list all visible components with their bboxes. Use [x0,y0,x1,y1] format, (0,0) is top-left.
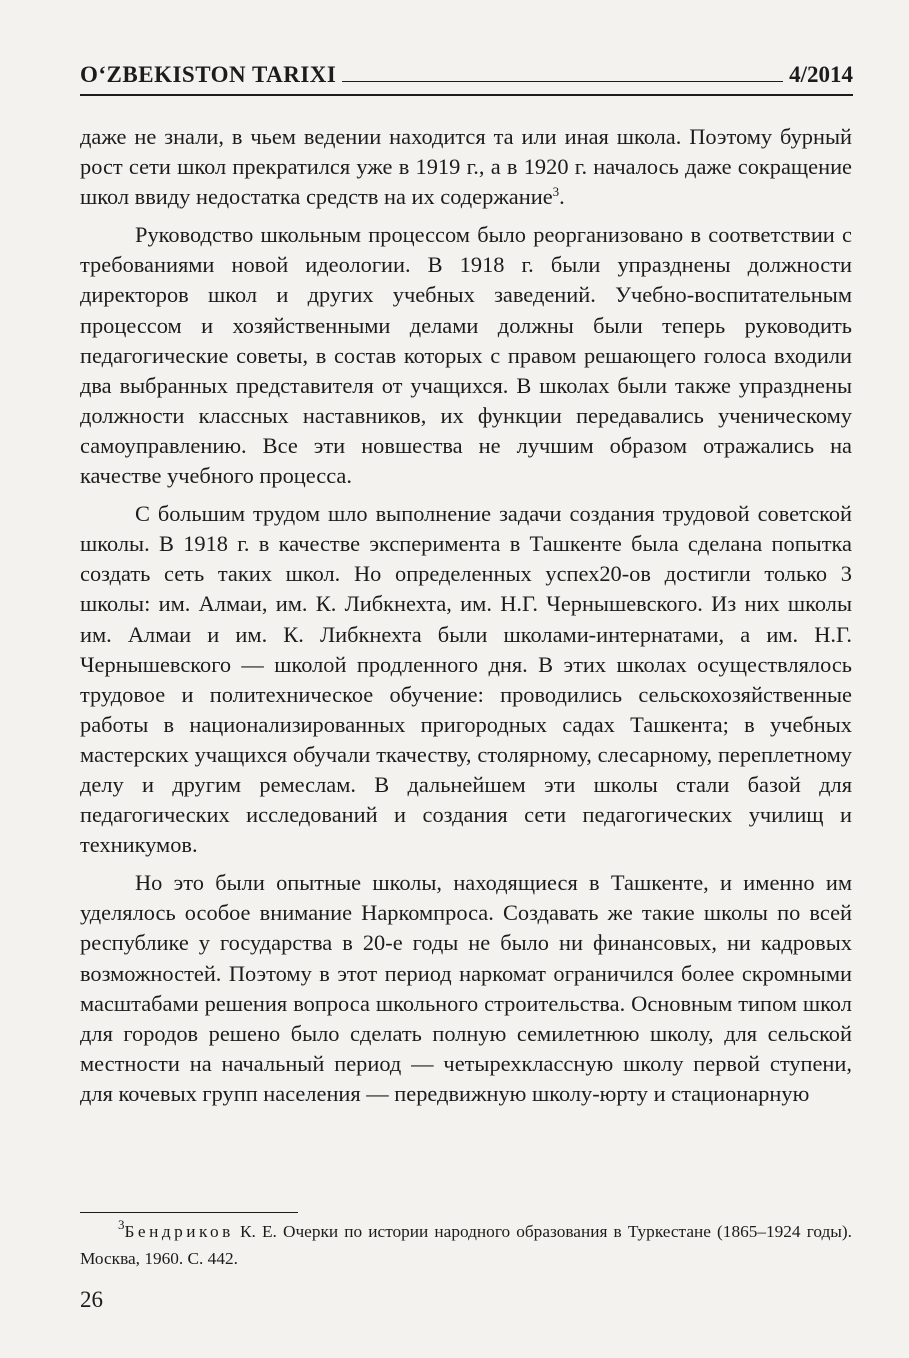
journal-title: O‘ZBEKISTON TARIXI [80,62,337,87]
page-number: 26 [80,1287,103,1312]
paragraph-3: С большим трудом шло выполнение задачи создания трудовой советской школы. В 1918 г. в качестве эксперимента в Ташкенте была сделана попытка создать сеть таких школ. Но определенных успех20-ов достигли только 3 школы: им. Алмаи, им. К. Либкнехта, им. Н.Г. Чернышевского. Из них школы им. Алмаи и им. К. Либкнехта были школами-интернатами, а им. Н.Г. Чернышевского — школой продленного дня. В этих школах осуществлялось трудовое и политехническое обучение: проводились сельскохозяйственные работы в национализированных пригородных садах Ташкента; в учебных мастерских учащихся обучали ткачеству, столярному, слесарному, переплетному делу и другим ремеслам. В дальнейшем эти школы стали базой для педагогических исследований и создания сети педагогических училищ и техникумов. [80,501,852,858]
footnote-ref[interactable]: 3 [552,184,560,200]
footnote-number: 3 [118,1217,125,1232]
footnote-author: Бендриков [124,1222,234,1241]
footnote [80,1218,852,1272]
paragraph-1: даже не знали, в чьем ведении находится та или иная школа. Поэтому бурный рост сети школ прекратился уже в 1919 г., а в 1920 г. началось даже сокращение школ ввиду недостатка средств на их содержание$^3$. [80,124,852,210]
footnote-separator [80,1212,298,1213]
running-header [80,62,853,88]
article-body [80,122,852,1109]
header-underline [80,94,853,96]
footnote-text: К. Е. Очерки по истории народного образования в Туркестане (1865–1924 годы). Москва, 1960. С. 442. [80,1222,852,1268]
paragraph-4: Но это были опытные школы, находящиеся в Ташкенте, и именно им уделялось особое внимание Наркомпроса. Создавать же такие школы по всей республике у государства в 20-е годы не было ни финансовых, ни кадровых возможностей. Поэтому в этот период наркомат ограничился более скромными масштабами решения вопроса школьного строительства. Основным типом школ для городов решено было сделать полную семилетнюю школу, для сельской местности на начальный период — четырехклассную школу первой ступени, для кочевых групп населения — передвижную школу-юрту и стационарную [80,870,852,1106]
paragraph-1-text: даже не знали, в чьем ведении находится та или иная школа. Поэтому бурный рост сети школ прекратился уже в 1919 г., а в 1920 г. началось даже сокращение школ ввиду недостатка средств на их содержание [80,124,852,210]
paragraph-2: Руководство школьным процессом было реорганизовано в соответствии с требованиями новой идеологии. В 1918 г. были упразднены должности директоров школ и других учебных заведений. Учебно-воспитательным процессом и хозяйственными делами должны были теперь руководить педагогические советы, в состав которых с правом решающего голоса входили два выбранных представителя от учащихся. В школах были также упразднены должности классных наставников, их функции передавались ученическому самоуправлению. Все эти новшества не лучшим образом отражались на качестве учебного процесса. [80,222,852,489]
header-rule [342,81,783,82]
issue-number: 4/2014 [789,62,853,87]
